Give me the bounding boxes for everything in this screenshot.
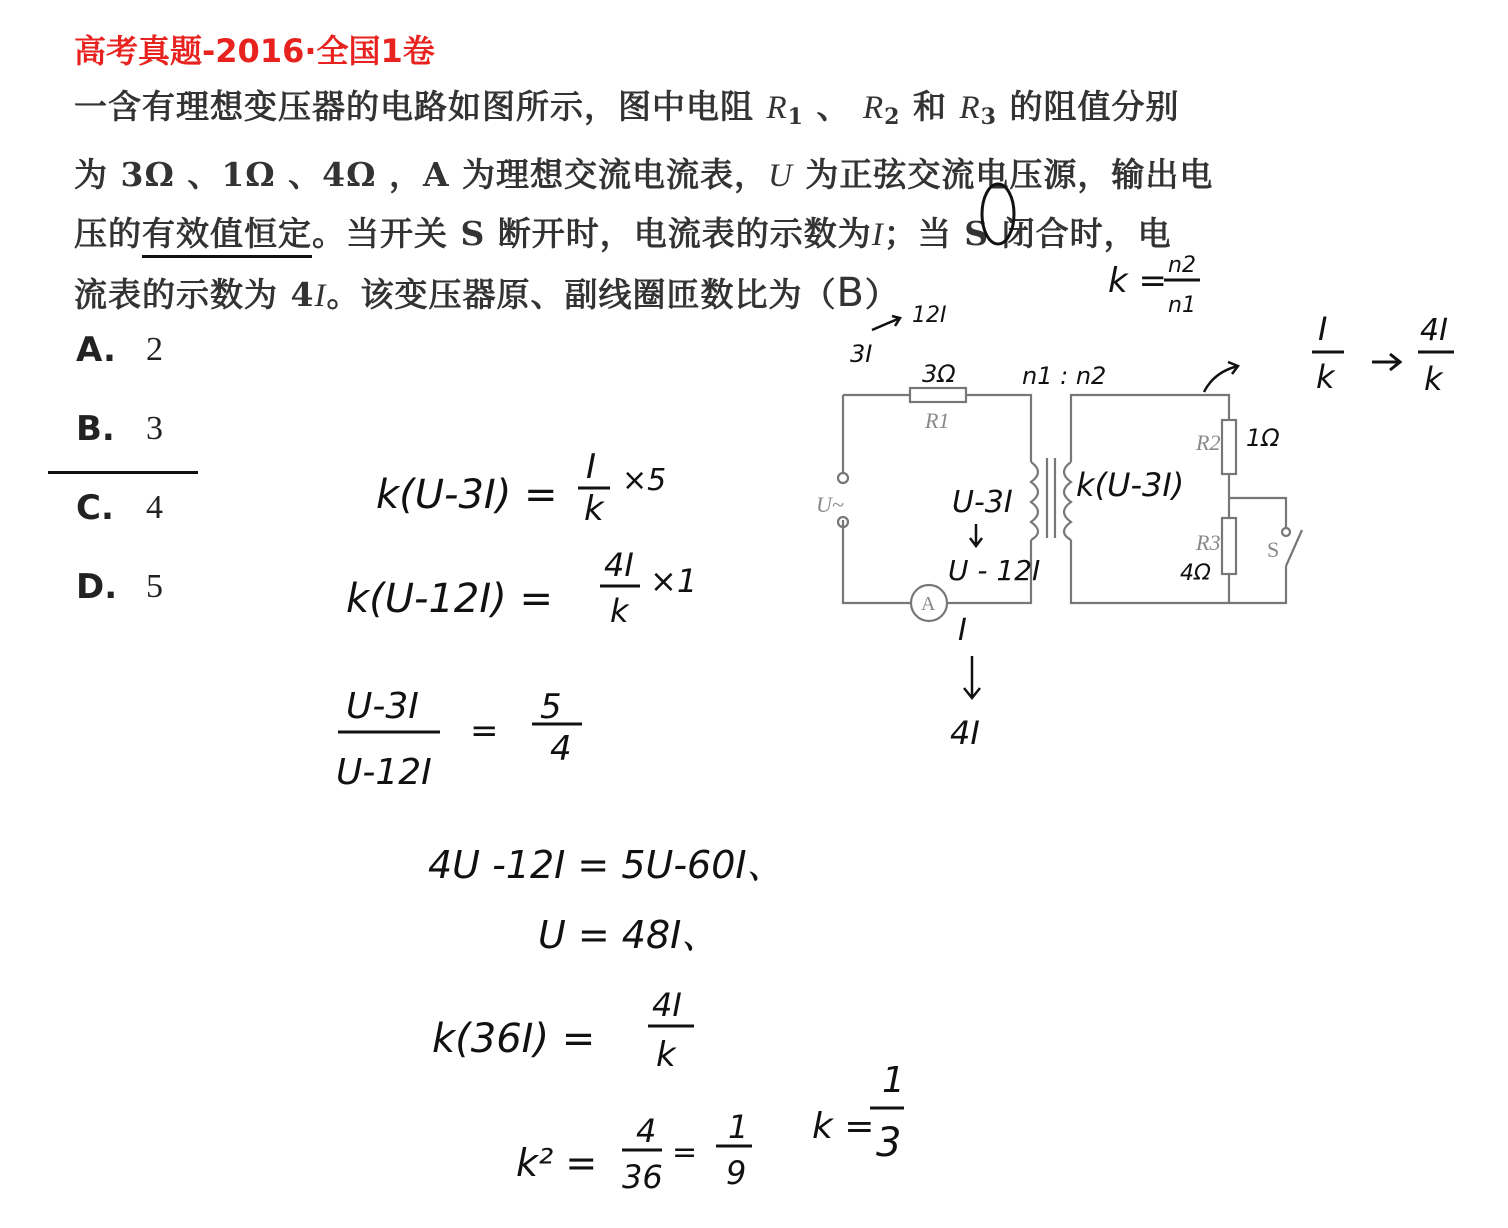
svg-text:U - 12I: U - 12I bbox=[948, 554, 1041, 587]
option-b[interactable]: B. 3 bbox=[76, 409, 163, 449]
svg-text:U-3I: U-3I bbox=[952, 485, 1013, 520]
switch-terminal bbox=[1282, 528, 1290, 536]
svg-text:=: = bbox=[470, 711, 499, 751]
handwritten-notes bbox=[850, 253, 1454, 752]
svg-text:×1: ×1 bbox=[650, 562, 698, 600]
svg-text:I: I bbox=[1318, 310, 1328, 348]
label-source: U~ bbox=[816, 492, 844, 517]
source-terminal bbox=[838, 473, 848, 483]
option-c[interactable]: C. 4 bbox=[76, 488, 163, 528]
svg-text:k(U-12I) =: k(U-12I) = bbox=[346, 576, 554, 622]
label-r2: R2 bbox=[1196, 430, 1221, 455]
underline-mark: 有效值恒定 bbox=[142, 214, 312, 258]
svg-text:k =: k = bbox=[1108, 261, 1167, 301]
svg-text:I: I bbox=[958, 613, 967, 648]
resistor-r2 bbox=[1222, 420, 1236, 474]
svg-text:4I: 4I bbox=[652, 986, 682, 1024]
svg-text:n1: n1 bbox=[1168, 293, 1196, 318]
svg-text:4: 4 bbox=[636, 1112, 657, 1150]
svg-text:n2: n2 bbox=[1168, 253, 1196, 278]
svg-text:1: 1 bbox=[882, 1060, 905, 1101]
svg-text:36: 36 bbox=[622, 1158, 663, 1196]
svg-text:×5: ×5 bbox=[622, 463, 667, 498]
primary-coil bbox=[1031, 462, 1038, 540]
svg-text:U-3I: U-3I bbox=[346, 686, 419, 727]
svg-text:=: = bbox=[672, 1135, 698, 1170]
circuit-diagram bbox=[838, 388, 1302, 621]
svg-text:3Ω: 3Ω bbox=[922, 360, 956, 388]
option-a[interactable]: A. 2 bbox=[76, 330, 163, 370]
handwritten-solution bbox=[336, 447, 905, 1196]
question-line-2: 为 3Ω 、1Ω 、4Ω ，A 为理想交流电流表，U 为正弦交流电压源，输出电 bbox=[74, 155, 1214, 194]
svg-text:1Ω: 1Ω bbox=[1246, 424, 1280, 452]
svg-text:k: k bbox=[1316, 358, 1335, 396]
resistor-r3 bbox=[1222, 518, 1236, 574]
svg-text:1: 1 bbox=[728, 1108, 749, 1146]
svg-text:k =: k = bbox=[812, 1106, 875, 1147]
svg-text:4: 4 bbox=[550, 729, 572, 769]
handwritten-circle bbox=[982, 184, 1014, 244]
transformer-core bbox=[1047, 458, 1055, 538]
svg-text:k² =: k² = bbox=[516, 1141, 598, 1185]
svg-text:4I: 4I bbox=[1420, 313, 1448, 348]
svg-text:9: 9 bbox=[726, 1154, 747, 1192]
question-line-3: 压的有效值恒定。当开关 S 断开时，电流表的示数为I；当 S 闭合时，电 bbox=[74, 205, 1334, 264]
svg-text:3I: 3I bbox=[850, 340, 873, 368]
label-ammeter: A bbox=[921, 593, 936, 615]
svg-text:U-12I: U-12I bbox=[336, 752, 432, 793]
svg-text:k(36I) =: k(36I) = bbox=[432, 1016, 596, 1062]
svg-text:4I: 4I bbox=[604, 546, 634, 584]
svg-text:k: k bbox=[584, 489, 604, 529]
svg-text:k: k bbox=[610, 592, 629, 630]
svg-text:U = 48I、: U = 48I、 bbox=[538, 913, 720, 957]
source-tag: 高考真题-2016·全国1卷 bbox=[74, 32, 435, 70]
svg-text:k(U-3I): k(U-3I) bbox=[1076, 466, 1185, 504]
svg-text:n1 : n2: n1 : n2 bbox=[1022, 362, 1107, 390]
svg-text:I: I bbox=[586, 447, 597, 487]
option-d[interactable]: D. 5 bbox=[76, 567, 163, 607]
svg-text:12I: 12I bbox=[912, 303, 947, 328]
question-line-4: 流表的示数为 4I。该变压器原、副线圈匝数比为（B） bbox=[74, 270, 899, 316]
label-r3: R3 bbox=[1196, 530, 1221, 555]
label-r1: R1 bbox=[925, 408, 950, 433]
svg-text:4U -12I = 5U-60I、: 4U -12I = 5U-60I、 bbox=[428, 843, 785, 887]
svg-text:k: k bbox=[656, 1035, 676, 1075]
svg-text:k(U-3I) =: k(U-3I) = bbox=[376, 472, 558, 518]
svg-text:4I: 4I bbox=[950, 714, 980, 752]
svg-text:4Ω: 4Ω bbox=[1180, 561, 1211, 586]
svg-text:k: k bbox=[1424, 360, 1443, 398]
resistor-r1 bbox=[910, 388, 966, 402]
question-line-1: 一含有理想变压器的电路如图所示，图中电阻 $R_1$ 、 $R_2$ 和 $R_3$ 的阻值分别 bbox=[74, 87, 1180, 130]
svg-text:5: 5 bbox=[540, 687, 562, 727]
handwritten-answer: B bbox=[836, 270, 865, 316]
secondary-coil bbox=[1064, 462, 1071, 540]
label-switch: S bbox=[1267, 537, 1280, 562]
svg-text:3: 3 bbox=[876, 1120, 902, 1166]
